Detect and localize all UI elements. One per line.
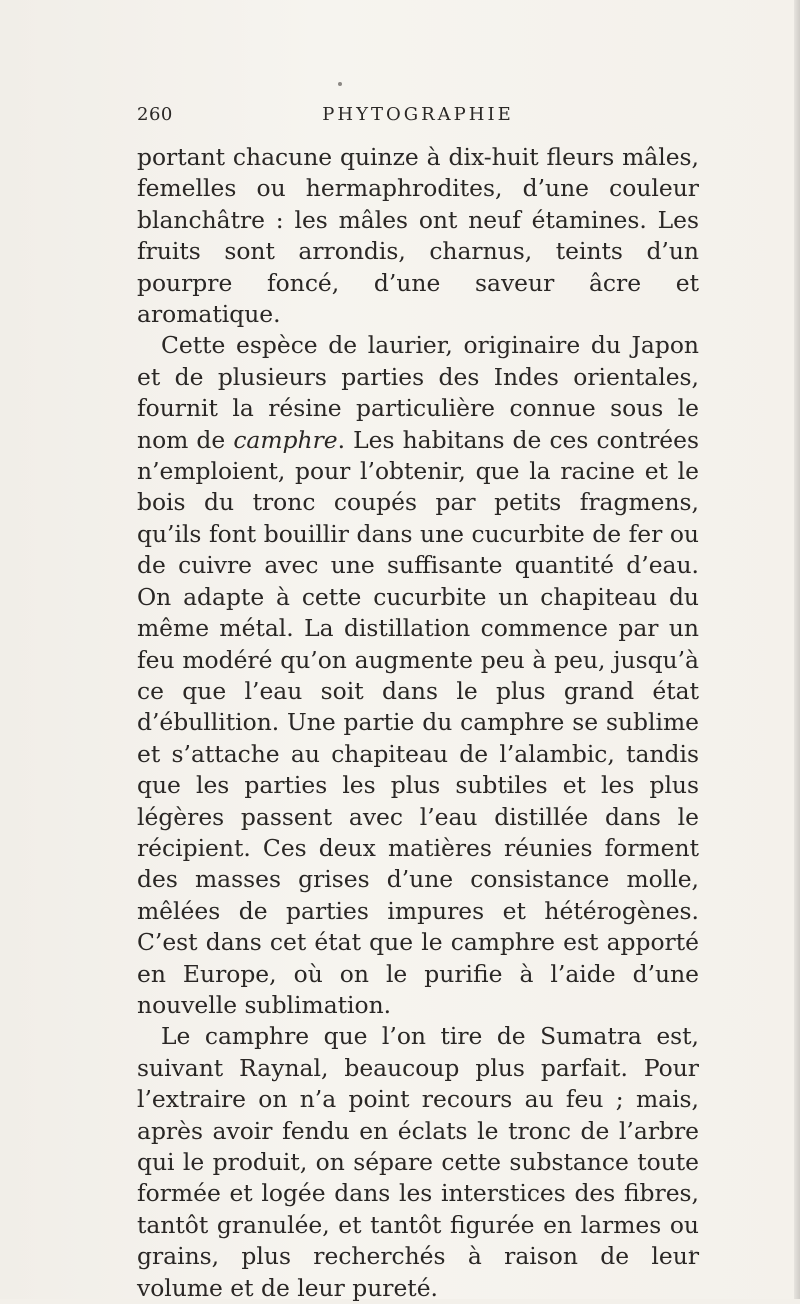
page-header [137,104,699,134]
page-edge-shadow [794,0,800,1299]
paragraph-2 [137,330,699,1021]
paragraph-2-text-after: . Les habitans de ces contrées n’emploient, pour l’obtenir, que la racine et le bois du tronc coupés par petits fragmens, qu’ils font bouillir dans une cucurbite de fer ou de cuivre avec une suffisante quantité d’eau. On adapte à cette cucurbite un chapiteau du même métal. La distillation commence par un feu modéré qu’on augmente peu à peu, jusqu’à ce que l’eau soit dans le plus grand état d’ébullition. Une partie du camphre se sublime et s’attache au chapiteau de l’alambic, tandis que les parties les plus subtiles et les plus légères passent avec l’eau distillée dans le récipient. Ces deux matières réunies forment des masses grises d’une consistance molle, mêlées de parties impures et hétérogènes. C’est dans cet état que le camphre est apporté en Europe, où on le purifie à l’aide d’une nouvelle sublimation. [137,425,699,1019]
paragraph-1: portant chacune quinze à dix-huit fleurs mâles, femelles ou hermaphrodites, d’une couleur blanchâtre : les mâles ont neuf étamines. Les fruits sont arrondis, charnus, teints d’un pourpre foncé, d’une saveur âcre et aromatique. [137,143,699,329]
ink-speck [338,82,342,86]
camphre-italic-term: camphre [233,425,338,454]
body-text [137,142,699,1304]
page-number: 260 [137,104,173,125]
paragraph-3: Le camphre que l’on tire de Sumatra est, suivant Raynal, beaucoup plus parfait. Pour l’extraire on n’a point recours au feu ; mais, après avoir fendu en éclats le tronc de l’arbre qui le produit, on sépare cette substance toute formée et logée dans les interstices des fibres, tantôt granulée, et tantôt figurée en larmes ou grains, plus recherchés à raison de leur volume et de leur pureté. [137,1022,699,1302]
running-title: PHYTOGRAPHIE [322,104,514,125]
paragraph-2-text-before: Cette espèce de laurier, originaire du Japon et de plusieurs parties des Indes orientales, fournit la résine particulière connue sous le nom de [137,331,699,454]
